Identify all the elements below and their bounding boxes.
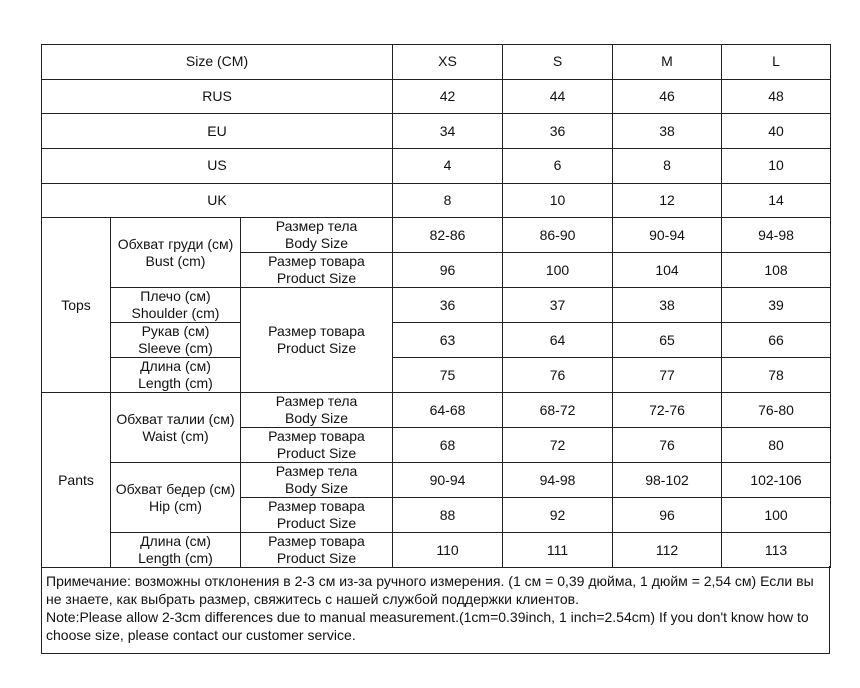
table-cell: 72-76 (613, 393, 722, 428)
product-size-label-en: Product Size (276, 550, 357, 567)
eu-label: EU (42, 114, 393, 149)
hip-label-en: Hip (cm) (149, 497, 202, 514)
table-cell: 42 (393, 79, 503, 114)
rus-label: RUS (42, 79, 393, 114)
table-cell: 78 (722, 358, 831, 393)
size-chart-table (41, 44, 831, 568)
hip-label (111, 463, 241, 533)
sleeve-label-en: Sleeve (cm) (138, 340, 213, 357)
table-cell: 94-98 (722, 218, 831, 253)
table-cell: 98-102 (613, 463, 722, 498)
table-cell: 72 (503, 428, 613, 463)
note-english: Note:Please allow 2-3cm differences due to manual measurement.(1cm=0.39inch, 1 inch=2.54cm) If you don't know how to choose size, please contact our customer service. (46, 609, 809, 643)
body-size-label-en: Body Size (284, 480, 349, 497)
table-cell: 4 (393, 149, 503, 184)
table-cell: 10 (503, 183, 613, 218)
table-cell: 90-94 (613, 218, 722, 253)
body-size-label (241, 393, 393, 428)
table-cell: 10 (722, 149, 831, 184)
product-size-label-ru: Размер товара (268, 428, 365, 445)
table-cell: 46 (613, 79, 722, 114)
note-russian: Примечание: возможны отклонения в 2-3 см из-за ручного измерения. (1 см = 0,39 дюйма, 1 дюйм = 2,54 см) Если вы не знаете, как выбрать размер, свяжитесь с нашей службой поддержки клиентов. (46, 573, 814, 607)
table-cell: 102-106 (722, 463, 831, 498)
sleeve-label-ru: Рукав (см) (141, 323, 210, 340)
tops-sleeve-row (42, 323, 831, 358)
table-cell: 65 (613, 323, 722, 358)
pants-length-row (42, 533, 831, 568)
table-cell: 44 (503, 79, 613, 114)
table-cell: 110 (393, 533, 503, 568)
table-cell: 37 (503, 288, 613, 323)
product-size-label (241, 253, 393, 288)
table-cell: 14 (722, 183, 831, 218)
pants-category-label: Pants (42, 393, 111, 568)
size-s-header: S (503, 45, 613, 80)
table-cell: 108 (722, 253, 831, 288)
tops-shoulder-row (42, 288, 831, 323)
us-label: US (42, 149, 393, 184)
body-size-label (241, 463, 393, 498)
bust-label-en: Bust (cm) (145, 252, 206, 269)
table-cell: 104 (613, 253, 722, 288)
product-size-label-en: Product Size (276, 340, 357, 357)
pants-hip-body-row (42, 463, 831, 498)
table-cell: 100 (722, 498, 831, 533)
table-cell: 36 (393, 288, 503, 323)
table-cell: 77 (613, 358, 722, 393)
table-cell: 36 (503, 114, 613, 149)
table-cell: 34 (393, 114, 503, 149)
body-size-label (241, 218, 393, 253)
table-cell: 64-68 (393, 393, 503, 428)
pants-length-label-ru: Длина (см) (140, 533, 211, 550)
body-size-label-ru: Размер тела (275, 393, 358, 410)
table-cell: 80 (722, 428, 831, 463)
table-cell: 100 (503, 253, 613, 288)
table-cell: 112 (613, 533, 722, 568)
product-size-label (241, 288, 393, 393)
table-cell: 75 (393, 358, 503, 393)
bust-label (111, 218, 241, 288)
size-xs-header: XS (393, 45, 503, 80)
table-cell: 68 (393, 428, 503, 463)
table-cell: 86-90 (503, 218, 613, 253)
tops-length-label-en: Length (cm) (138, 375, 213, 392)
table-cell: 96 (393, 253, 503, 288)
table-cell: 8 (393, 183, 503, 218)
table-cell: 39 (722, 288, 831, 323)
table-cell: 76 (613, 428, 722, 463)
table-cell: 113 (722, 533, 831, 568)
bust-label-ru: Обхват груди (см) (117, 235, 234, 252)
table-cell: 111 (503, 533, 613, 568)
table-cell: 76 (503, 358, 613, 393)
product-size-label-ru: Размер товара (268, 323, 365, 340)
measurement-note (41, 566, 830, 654)
product-size-label (241, 498, 393, 533)
table-cell: 38 (613, 114, 722, 149)
table-cell: 90-94 (393, 463, 503, 498)
header-row (42, 45, 831, 80)
product-size-label-ru: Размер товара (268, 253, 365, 270)
sleeve-label (111, 323, 241, 358)
table-cell: 68-72 (503, 393, 613, 428)
body-size-label-en: Body Size (284, 410, 349, 427)
hip-label-ru: Обхват бедер (см) (115, 480, 236, 497)
product-size-label-en: Product Size (276, 515, 357, 532)
shoulder-label (111, 288, 241, 323)
table-cell: 88 (393, 498, 503, 533)
pants-waist-body-row (42, 393, 831, 428)
waist-label-ru: Обхват талии (см) (116, 410, 235, 427)
body-size-label-ru: Размер тела (275, 463, 358, 480)
table-cell: 63 (393, 323, 503, 358)
waist-label-en: Waist (cm) (142, 427, 209, 444)
table-cell: 8 (613, 149, 722, 184)
tops-length-label-ru: Длина (см) (140, 358, 211, 375)
shoulder-label-en: Shoulder (cm) (131, 305, 220, 322)
tops-category-label: Tops (42, 218, 111, 393)
uk-label: UK (42, 183, 393, 218)
eu-row (42, 114, 831, 149)
tops-length-label (111, 358, 241, 393)
body-size-label-en: Body Size (284, 235, 349, 252)
table-cell: 76-80 (722, 393, 831, 428)
table-cell: 66 (722, 323, 831, 358)
table-cell: 40 (722, 114, 831, 149)
table-cell: 64 (503, 323, 613, 358)
product-size-label (241, 533, 393, 568)
product-size-label-ru: Размер товара (268, 533, 365, 550)
table-cell: 82-86 (393, 218, 503, 253)
product-size-label-en: Product Size (276, 445, 357, 462)
pants-length-label (111, 533, 241, 568)
table-cell: 38 (613, 288, 722, 323)
shoulder-label-ru: Плечо (см) (140, 288, 211, 305)
table-cell: 92 (503, 498, 613, 533)
table-cell: 96 (613, 498, 722, 533)
table-cell: 6 (503, 149, 613, 184)
rus-row (42, 79, 831, 114)
table-cell: 48 (722, 79, 831, 114)
size-header-label: Size (CM) (42, 45, 393, 80)
waist-label (111, 393, 241, 463)
table-cell: 94-98 (503, 463, 613, 498)
pants-length-label-en: Length (cm) (138, 550, 213, 567)
product-size-label (241, 428, 393, 463)
size-m-header: M (613, 45, 722, 80)
product-size-label-ru: Размер товара (268, 498, 365, 515)
body-size-label-ru: Размер тела (275, 218, 358, 235)
size-l-header: L (722, 45, 831, 80)
tops-length-row (42, 358, 831, 393)
us-row (42, 149, 831, 184)
uk-row (42, 183, 831, 218)
tops-bust-body-row (42, 218, 831, 253)
table-cell: 12 (613, 183, 722, 218)
product-size-label-en: Product Size (276, 270, 357, 287)
